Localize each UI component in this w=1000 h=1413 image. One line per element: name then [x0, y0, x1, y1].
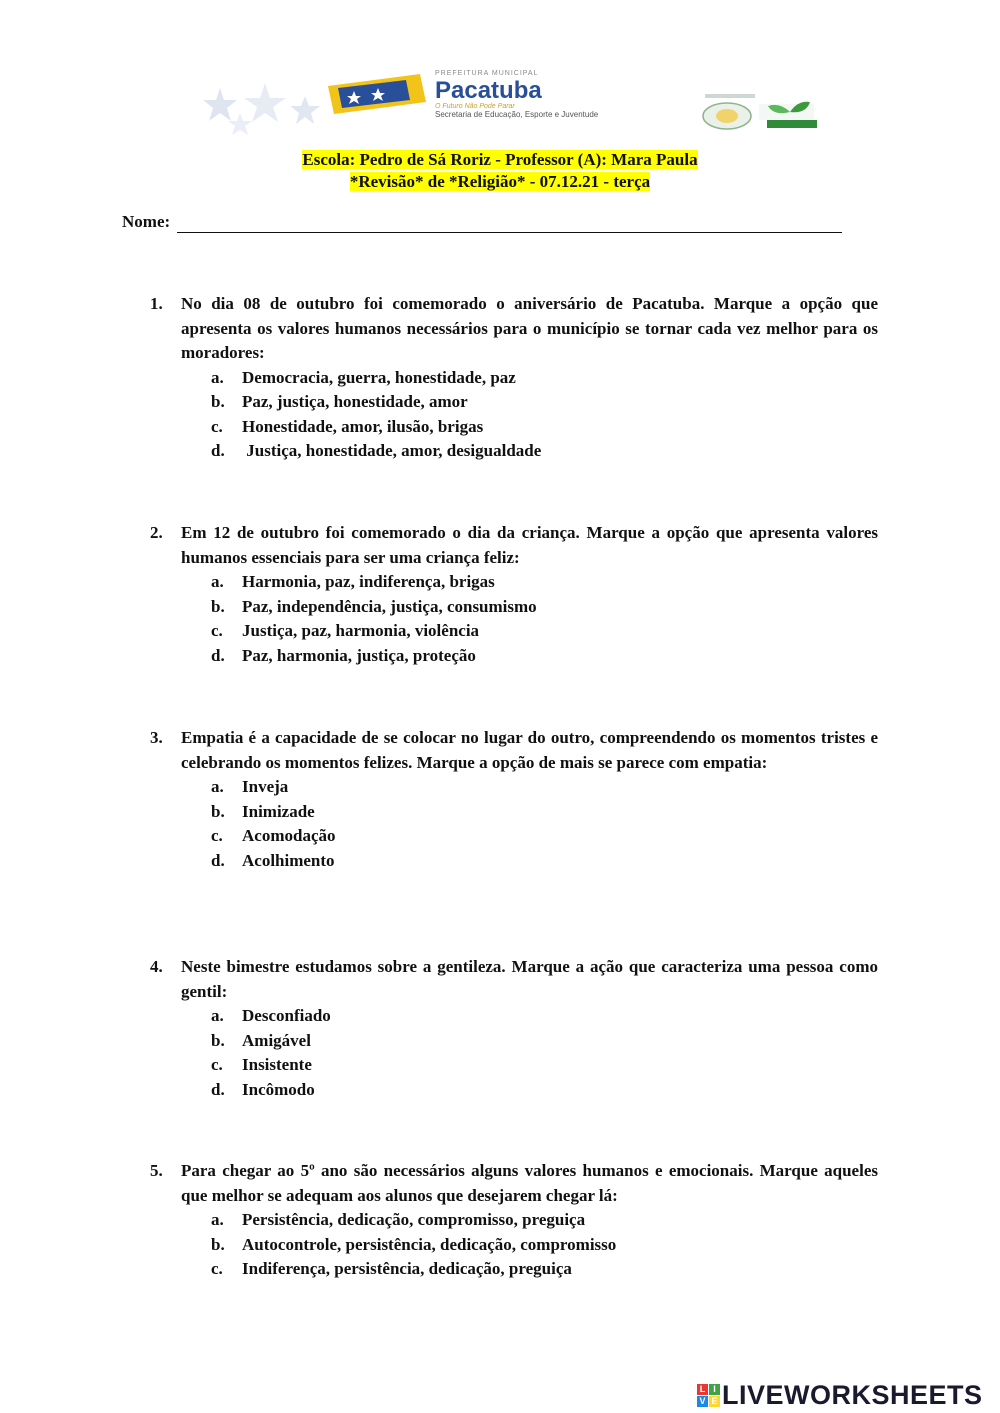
option-letter: c.: [211, 416, 223, 436]
options-list: [181, 366, 878, 464]
option-item[interactable]: [181, 1078, 878, 1103]
school-title: Escola: Pedro de Sá Roriz - Professor (A): Mara Paula: [302, 150, 698, 169]
question-1: [150, 292, 878, 464]
brand-tagline: O Futuro Não Pode Parar: [435, 103, 515, 110]
option-item[interactable]: [181, 849, 878, 874]
question-text: Para chegar ao 5º ano são necessários alguns valores humanos e emocionais. Marque aqueles que melhor se adequam aos alunos que desejarem chegar lá:: [181, 1161, 878, 1205]
option-text: Harmonia, paz, indiferença, brigas: [242, 572, 495, 591]
option-letter: a.: [211, 777, 224, 796]
option-text: Autocontrole, persistência, dedicação, compromisso: [242, 1234, 617, 1254]
option-item[interactable]: [181, 366, 878, 391]
option-text: Incômodo: [242, 1079, 315, 1099]
question-number: 3.: [150, 728, 163, 747]
option-letter: c.: [211, 1055, 223, 1074]
option-item[interactable]: [181, 800, 878, 825]
question-3: [150, 726, 878, 873]
live-letter: V: [697, 1396, 708, 1407]
name-label: Nome:: [122, 212, 171, 231]
header-logos: [190, 70, 830, 140]
option-item[interactable]: [181, 1029, 878, 1054]
options-list: [181, 570, 878, 668]
option-letter: b.: [211, 801, 225, 821]
brand-name: Pacatuba: [435, 77, 542, 104]
option-letter: a.: [211, 367, 224, 387]
pacatuba-flag-icon: [328, 74, 428, 114]
live-letter: I: [709, 1384, 720, 1395]
review-subtitle: *Revisão* de *Religião* - 07.12.21 - terça: [349, 172, 651, 191]
option-text: Justiça, paz, harmonia, violência: [242, 621, 480, 640]
stars-decoration-icon: [190, 78, 340, 138]
liveworksheets-logo[interactable]: [697, 1378, 983, 1412]
option-text: Democracia, guerra, honestidade, paz: [242, 367, 516, 387]
option-letter: a.: [211, 572, 224, 591]
option-text: Paz, independência, justiça, consumismo: [242, 596, 537, 616]
option-item[interactable]: [181, 570, 878, 595]
option-text: Paz, harmonia, justiça, proteção: [242, 645, 476, 665]
liveworksheets-text: LIVEWORKSHEETS: [722, 1379, 983, 1410]
option-item[interactable]: [181, 775, 878, 800]
brand-subtitle: Secretaria de Educação, Esporte e Juventude: [435, 110, 599, 119]
question-number: 4.: [150, 957, 163, 976]
option-letter: d.: [211, 645, 225, 665]
name-input-line[interactable]: [177, 232, 842, 233]
option-text: Persistência, dedicação, compromisso, preguiça: [242, 1210, 586, 1229]
options-list: [181, 1004, 878, 1102]
option-item[interactable]: [181, 439, 878, 464]
option-text: Paz, justiça, honestidade, amor: [242, 392, 468, 411]
option-letter: b.: [211, 596, 225, 616]
question-text: No dia 08 de outubro foi comemorado o aniversário de Pacatuba. Marque a opção que apresenta os valores humanos necessários para o município se tornar cada vez melhor para os moradores:: [181, 294, 878, 362]
options-list: [181, 775, 878, 873]
option-item[interactable]: [181, 1053, 878, 1078]
question-number: 5.: [150, 1161, 163, 1180]
option-letter: b.: [211, 1234, 225, 1254]
option-item[interactable]: [181, 619, 878, 644]
option-letter: a.: [211, 1210, 224, 1229]
option-item[interactable]: [181, 595, 878, 620]
option-letter: c.: [211, 826, 223, 845]
option-letter: b.: [211, 1030, 225, 1050]
option-letter: a.: [211, 1006, 224, 1025]
question-text: Empatia é a capacidade de se colocar no lugar do outro, compreendendo os momentos tristes e celebrando os momentos felizes. Marque a opção de mais se parece com empatia:: [181, 728, 878, 772]
option-text: Amigável: [242, 1030, 311, 1050]
option-letter: b.: [211, 392, 225, 411]
question-2: [150, 521, 878, 668]
live-letter: E: [709, 1396, 720, 1407]
option-letter: d.: [211, 850, 225, 870]
option-text: Acolhimento: [242, 850, 335, 870]
option-letter: c.: [211, 621, 223, 640]
question-text: Em 12 de outubro foi comemorado o dia da criança. Marque a opção que apresenta valores humanos essenciais para ser uma criança feliz:: [181, 523, 878, 567]
option-text: Insistente: [242, 1055, 312, 1074]
brand-block: [435, 70, 615, 119]
brand-small-text: PREFEITURA MUNICIPAL: [435, 70, 539, 77]
option-text: Indiferença, persistência, dedicação, preguiça: [242, 1259, 572, 1278]
option-item[interactable]: [181, 1208, 878, 1233]
option-item[interactable]: [181, 644, 878, 669]
option-letter: d.: [211, 441, 225, 460]
option-item[interactable]: [181, 1004, 878, 1029]
live-logo-icon: [697, 1384, 720, 1407]
option-item[interactable]: [181, 1257, 878, 1282]
option-letter: c.: [211, 1259, 223, 1278]
option-text: Inveja: [242, 777, 289, 796]
option-item[interactable]: [181, 824, 878, 849]
question-number: 1.: [150, 294, 163, 313]
option-letter: d.: [211, 1079, 225, 1099]
option-text: Inimizade: [242, 801, 315, 821]
option-item[interactable]: [181, 1233, 878, 1258]
live-letter: L: [697, 1384, 708, 1395]
question-5: [150, 1159, 878, 1282]
option-text: Desconfiado: [242, 1006, 331, 1025]
school-seal-icon: [695, 92, 825, 132]
option-text: Honestidade, amor, ilusão, brigas: [242, 416, 484, 436]
question-text: Neste bimestre estudamos sobre a gentileza. Marque a ação que caracteriza uma pessoa como gentil:: [181, 957, 878, 1001]
option-text: Acomodação: [242, 826, 336, 845]
option-text: Justiça, honestidade, amor, desigualdade: [242, 441, 542, 460]
question-4: [150, 955, 878, 1102]
question-number: 2.: [150, 523, 163, 542]
option-item[interactable]: [181, 390, 878, 415]
options-list: [181, 1208, 878, 1282]
option-item[interactable]: [181, 415, 878, 440]
